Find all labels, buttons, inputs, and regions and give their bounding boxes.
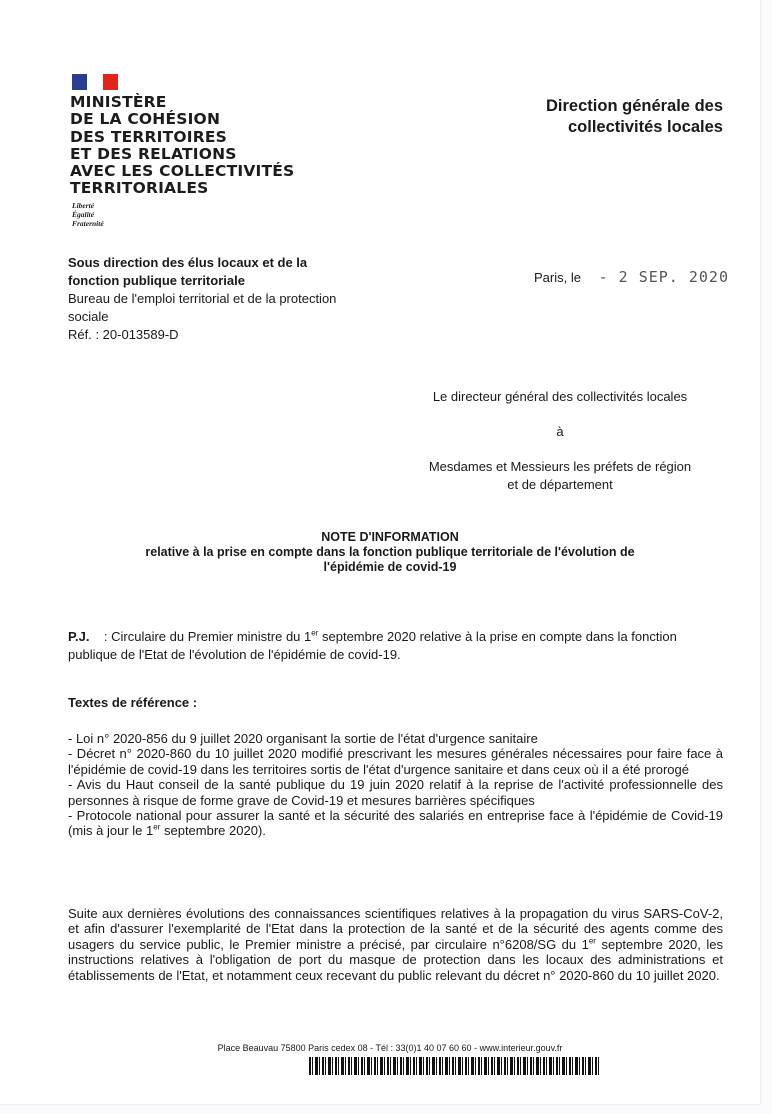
sub-direction-line: fonction publique territoriale: [68, 273, 245, 288]
address-to: à: [556, 424, 564, 439]
reference-number: Réf. : 20-013589-D: [68, 327, 179, 342]
body-paragraph-text: [68, 906, 723, 983]
service-block: [68, 254, 336, 344]
recipient-line: et de département: [507, 477, 613, 492]
reference-item: - Avis du Haut conseil de la santé publique du 19 juin 2020 relatif à la reprise de l'activité professionnelle des personnes à risque de forme grave de Covid-19 et mesures barrières spécifiques: [68, 777, 723, 808]
motto-line: Fraternité: [72, 219, 104, 228]
ministry-line: AVEC LES COLLECTIVITÉS: [70, 162, 295, 181]
reference-item: - Loi n° 2020-856 du 9 juillet 2020 organisant la sortie de l'état d'urgence sanitaire: [68, 731, 538, 746]
date-stamp: - 2 SEP. 2020: [598, 268, 729, 286]
reference-item-text: - Protocole national pour assurer la santé et la sécurité des salariés en entreprise face à l'épidémie de Covid-19 (mis à jour le 1: [68, 808, 723, 839]
direction-line: collectivités locales: [567, 118, 723, 136]
recipient-line: Mesdames et Messieurs les préfets de région: [428, 459, 692, 474]
references-list: [68, 731, 723, 839]
body-text-start: Suite aux dernières évolutions des connaissances scientifiques relatives à la propagation du virus SARS-CoV-2, et afin d'assurer l'exemplarité de l'Etat dans la protection de la santé et de la sécurité des agents comme des usagers du service public, le Premier ministre a précisé, par circulaire n°6208/SG du 1: [68, 906, 723, 952]
reference-item-text-end: septembre 2020).: [160, 823, 266, 839]
direction-line: Direction générale des: [546, 97, 723, 115]
attachment-sup: er: [311, 628, 319, 638]
ministry-line: ET DES RELATIONS: [70, 144, 237, 163]
body-text-end: septembre 2020, les instructions relatives à l'obligation de port du masque de protection dans les locaux des administrations et établissements de l'Etat, et notamment ceux recevant du public relevant du décret n° 2020-860 du 10 juillet 2020.: [68, 936, 723, 983]
recipients: [400, 458, 720, 494]
sub-direction-line: Sous direction des élus locaux et de la: [68, 255, 308, 270]
date-place: Paris, le: [534, 270, 581, 285]
reference-item: - Décret n° 2020-860 du 10 juillet 2020 modifié prescrivant les mesures générales nécessaires pour faire face à l'épidémie de covid-19 dans les territoires sortis de l'état d'urgence sanitaire et dans ceux où il a été prorogé: [68, 746, 723, 777]
motto-line: Égalité: [72, 210, 95, 219]
marianne-flag-logo: [72, 74, 118, 90]
attachment-label: P.J.: [68, 629, 90, 644]
attachment-paragraph: [68, 628, 723, 664]
references-title: Textes de référence :: [68, 695, 198, 710]
note-subtitle-line: relative à la prise en compte dans la fonction publique territoriale de l'évolution de: [145, 545, 635, 559]
ministry-line: MINISTÈRE: [70, 93, 167, 111]
note-heading: NOTE D'INFORMATION: [321, 530, 459, 544]
bureau-line: sociale: [68, 309, 109, 324]
reference-item: [68, 808, 723, 839]
bureau-line: Bureau de l'emploi territorial et de la protection: [68, 291, 337, 306]
dateline: [534, 268, 729, 286]
sender: Le directeur général des collectivités locales: [432, 389, 688, 404]
flag-blue-band: [72, 74, 87, 90]
ministry-line: DES TERRITOIRES: [70, 127, 228, 146]
ministry-line: TERRITORIALES: [70, 179, 209, 198]
attachment-text-end: septembre 2020 relative à la prise en compte dans la fonction publique de l'Etat de l'évolution de l'épidémie de covid-19.: [68, 629, 677, 662]
body-sup: er: [588, 936, 596, 946]
reference-item-sup: er: [153, 823, 161, 833]
attachment-text: : Circulaire du Premier ministre du 1: [103, 629, 312, 644]
flag-red-band: [103, 74, 118, 90]
flag-white-band: [87, 74, 102, 90]
barcode: [309, 1057, 599, 1075]
ministry-line: DE LA COHÉSION: [70, 110, 221, 129]
note-subtitle-line: l'épidémie de covid-19: [323, 560, 457, 574]
footer-address: Place Beauvau 75800 Paris cedex 08 - Tél : 33(0)1 40 07 60 60 - www.interieur.gouv.fr: [217, 1043, 563, 1053]
direction-title: [546, 96, 723, 138]
ministry-name: [70, 94, 294, 198]
note-title: [40, 530, 740, 575]
body-paragraph: [68, 906, 723, 983]
motto-line: Liberté: [72, 201, 95, 210]
republic-motto: [72, 201, 104, 228]
